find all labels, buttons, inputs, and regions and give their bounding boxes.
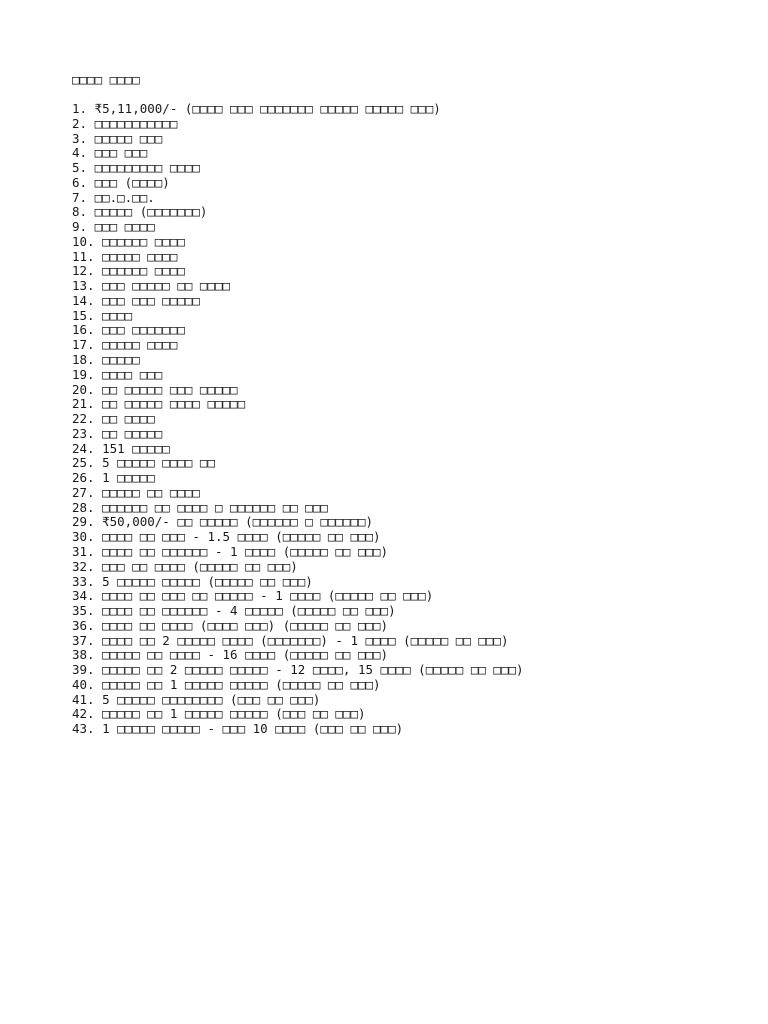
list-item: 41. 5 □□□□□ □□□□□□□□ (□□□ □□ □□□) [72,691,321,707]
list-item: 32. □□□ □□ □□□□ (□□□□□ □□ □□□) [72,558,298,574]
list-item: 23. □□ □□□□□ [72,425,163,441]
list-item: 35. □□□□ □□ □□□□□□ - 4 □□□□□ (□□□□□ □□ □□□) [72,603,396,619]
list-item: 21. □□ □□□□□ □□□□ □□□□□ [72,396,246,412]
list-item: 10. □□□□□□ □□□□ [72,233,185,249]
list-item: 9. □□□ □□□□ [72,219,155,235]
list-item: 8. □□□□□ (□□□□□□□) [72,204,208,220]
list-item: 36. □□□□ □□ □□□□ (□□□□ □□□) (□□□□□ □□ □□□) [72,617,389,633]
list-item: 20. □□ □□□□□ □□□ □□□□□ [72,381,238,397]
list-item: 17. □□□□□ □□□□ [72,337,178,353]
list-item: 26. 1 □□□□□ [72,470,155,486]
list-item: 22. □□ □□□□ [72,411,155,427]
list-item: 19. □□□□ □□□ [72,366,163,382]
list-item: 5. □□□□□□□□□ □□□□ [72,160,200,176]
list-item: 6. □□□ (□□□□) [72,174,170,190]
list-item: 43. 1 □□□□□ □□□□□ - □□□ 10 □□□□ (□□□ □□ □□□) [72,721,404,737]
list-item: 11. □□□□□ □□□□ [72,248,178,264]
list-item: 15. □□□□ [72,307,133,323]
list-item: 14. □□□ □□□ □□□□□ [72,292,200,308]
list-item: 42. □□□□□ □□ 1 □□□□□ □□□□□ (□□□ □□ □□□) [72,706,366,722]
list-item: 38. □□□□□ □□ □□□□ - 16 □□□□ (□□□□□ □□ □□□) [72,647,389,663]
list-item: 28. □□□□□□ □□ □□□□ □ □□□□□□ □□ □□□ [72,499,328,515]
list-item: 4. □□□ □□□ [72,145,148,161]
list-item: 29. ₹50,000/- □□ □□□□□ (□□□□□□ □ □□□□□□) [72,514,374,530]
list-item: 40. □□□□□ □□ 1 □□□□□ □□□□□ (□□□□□ □□ □□□) [72,676,381,692]
list-item: 2. □□□□□□□□□□□ [72,115,178,131]
list-item: 39. □□□□□ □□ 2 □□□□□ □□□□□ - 12 □□□□, 15 □□□□ (□□□□□ □□ □□□) [72,662,524,678]
list-item: 34. □□□□ □□ □□□ □□ □□□□□ - 1 □□□□ (□□□□□ □□ □□□) [72,588,434,604]
list-item: 13. □□□ □□□□□ □□ □□□□ [72,278,231,294]
list-item: 25. 5 □□□□□ □□□□ □□ [72,455,215,471]
list-item: 37. □□□□ □□ 2 □□□□□ □□□□ (□□□□□□□) - 1 □□□□ (□□□□□ □□ □□□) [72,632,509,648]
list-item: 1. ₹5,11,000/- (□□□□ □□□ □□□□□□□ □□□□□ □□□□□ □□□) [72,101,441,116]
list-item: 24. 151 □□□□□ [72,440,170,456]
list-item: 31. □□□□ □□ □□□□□□ - 1 □□□□ (□□□□□ □□ □□□) [72,543,389,559]
list-item: 27. □□□□□ □□ □□□□ [72,484,200,500]
list-item: 33. 5 □□□□□ □□□□□ (□□□□□ □□ □□□) [72,573,313,589]
list-item: 18. □□□□□ [72,352,140,368]
numbered-list [72,102,752,737]
document-page [72,72,752,737]
document-title: □□□□ □□□□ [72,72,140,87]
list-item: 16. □□□ □□□□□□□ [72,322,185,338]
list-item: 12. □□□□□□ □□□□ [72,263,185,279]
list-item: 3. □□□□□ □□□ [72,130,163,146]
list-item: 7. □□.□.□□. [72,189,155,205]
list-item: 30. □□□□ □□ □□□ - 1.5 □□□□ (□□□□□ □□ □□□) [72,529,381,545]
